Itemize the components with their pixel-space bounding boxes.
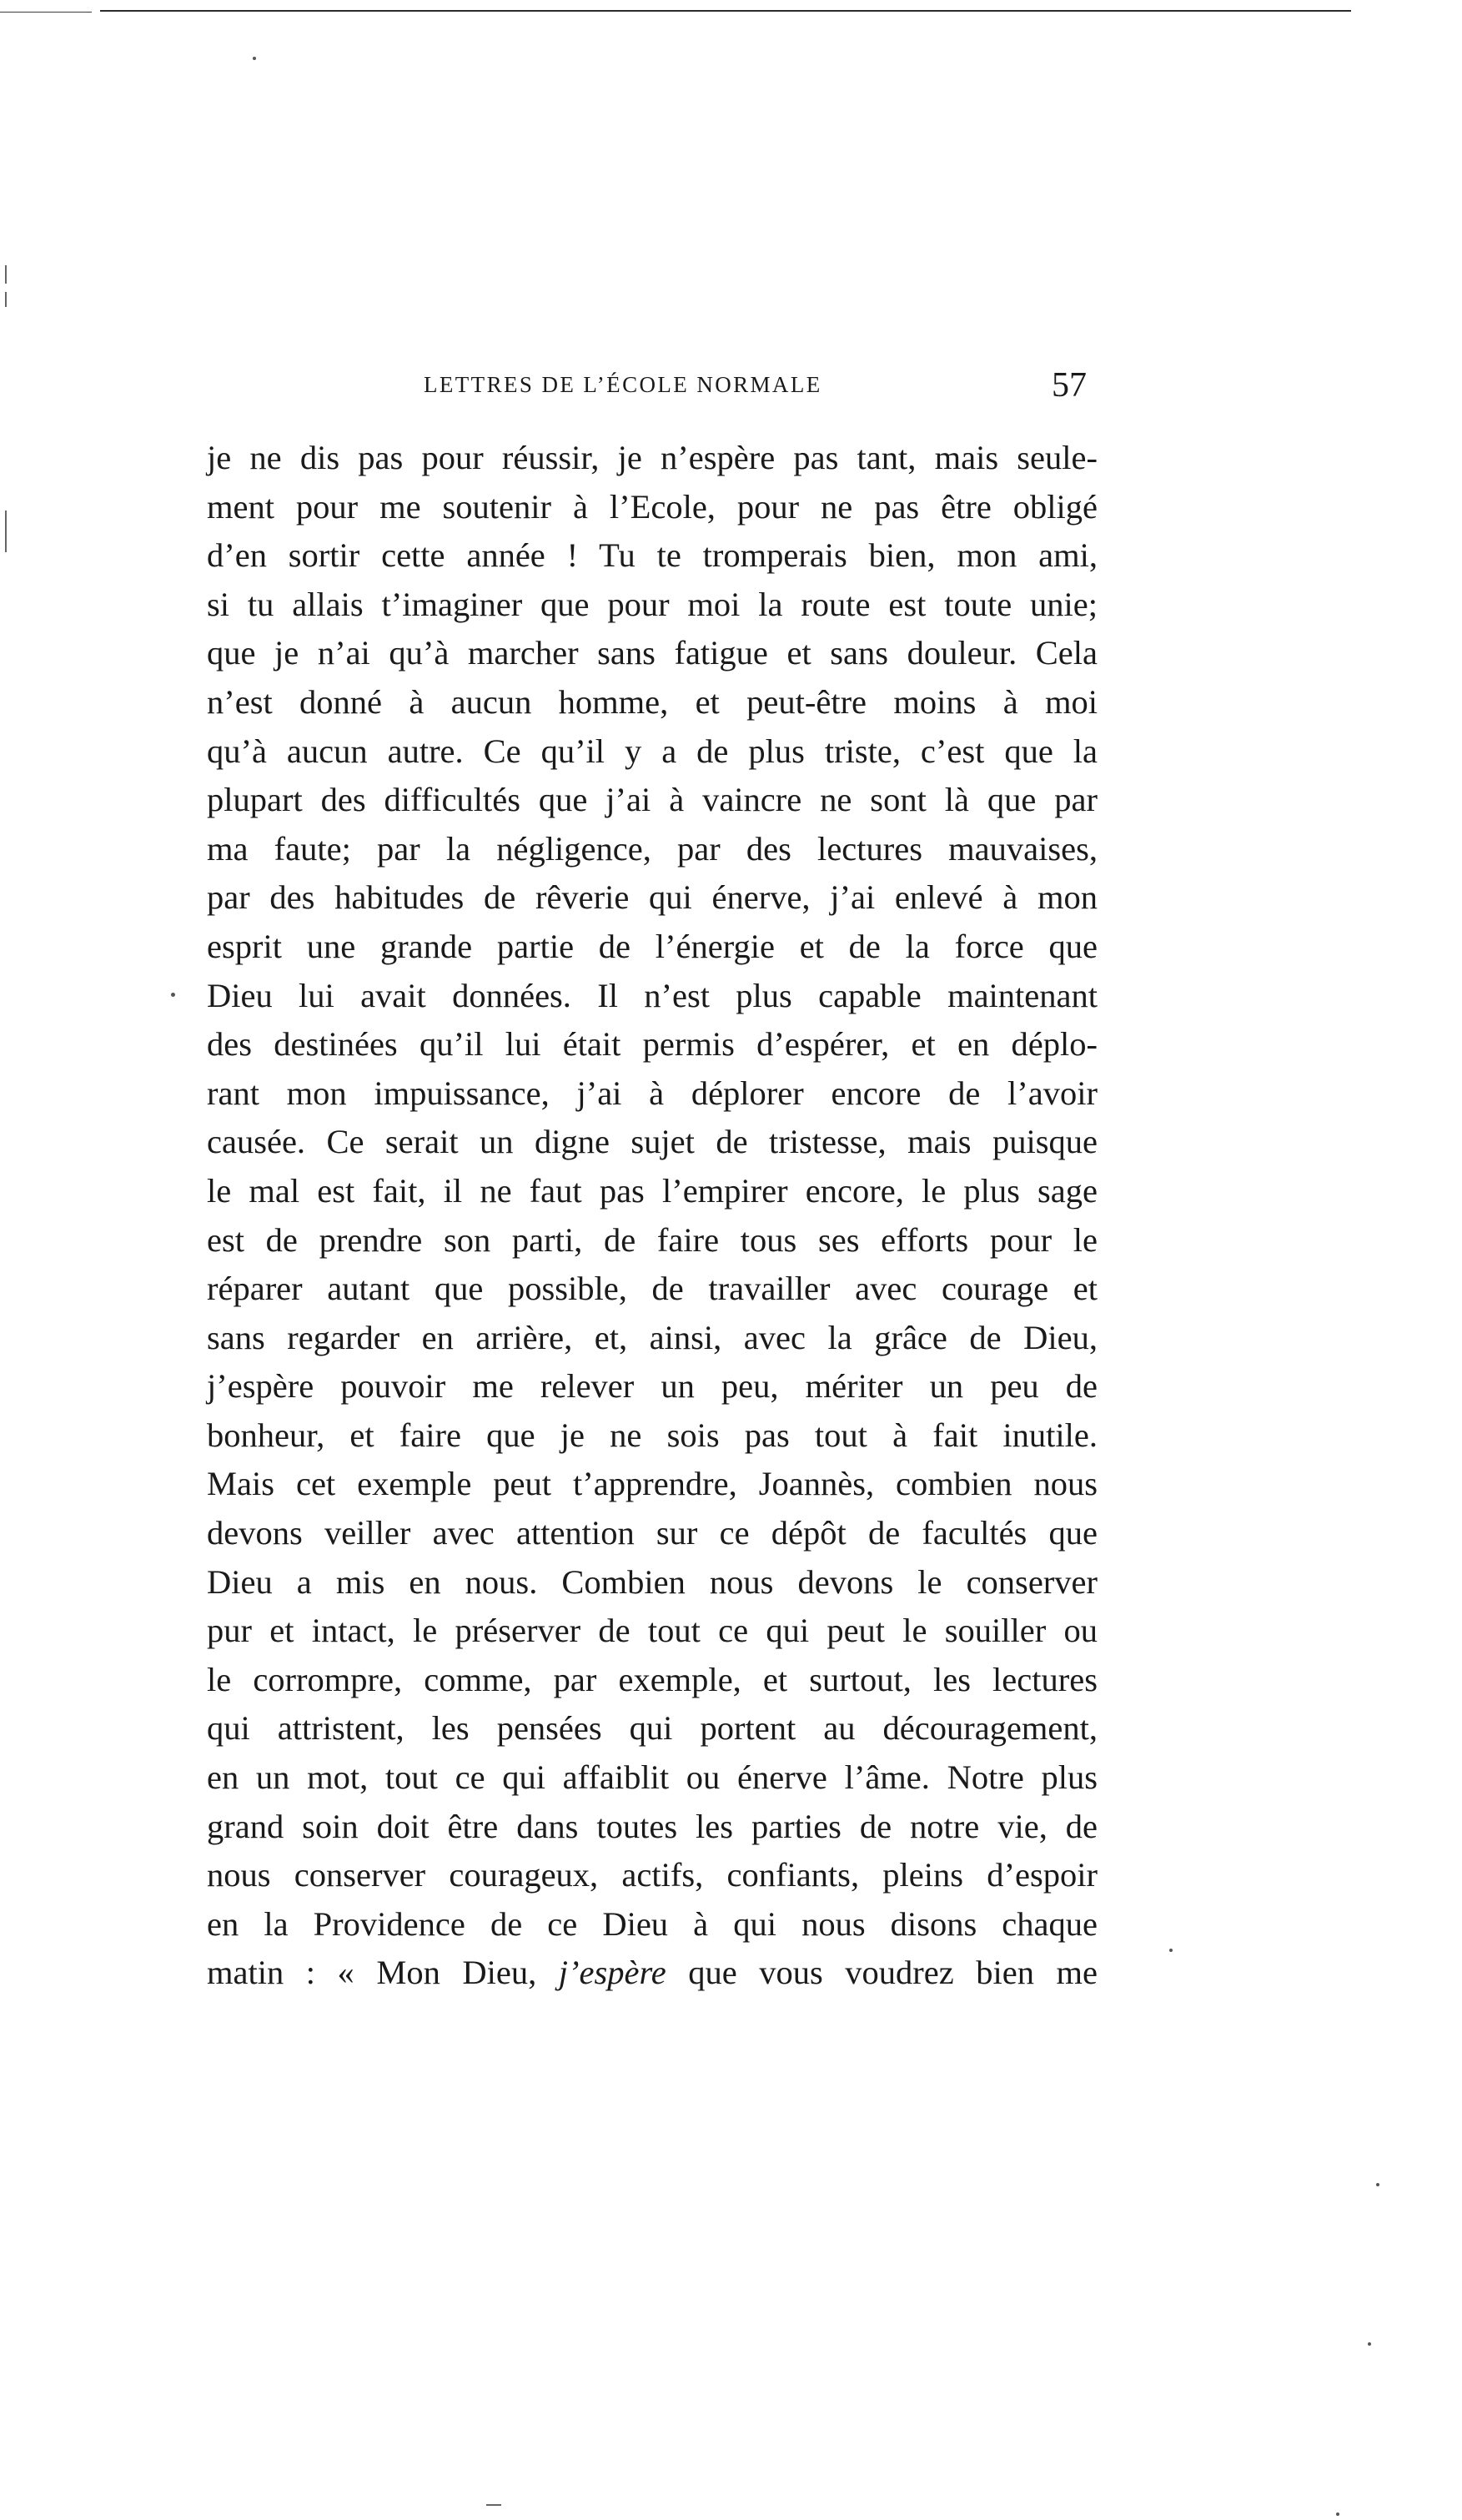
text-line: nous conserver courageux, actifs, confiants, pleins d’espoir [207,1856,1098,1894]
text-line: d’en sortir cette année ! Tu te tromperais bien, mon ami, [207,536,1098,575]
page-header [207,365,1087,415]
text-line: ma faute; par la négligence, par des lectures mauvaises, [207,829,1098,868]
text-line: sans regarder en arrière, et, ainsi, avec la grâce de Dieu, [207,1318,1098,1356]
text-line: rant mon impuissance, j’ai à déplorer encore de l’avoir [207,1074,1098,1112]
last-line-after: que vous voudrez bien me [666,1954,1098,1992]
text-line: esprit une grande partie de l’énergie et de la force que [207,927,1098,965]
italic-word: j’espère [558,1954,666,1992]
margin-mark [5,292,7,307]
paper-speck [1376,2183,1379,2186]
text-line: plupart des difficultés que j’ai à vaincre ne sont là que par [207,781,1098,819]
paper-mark [486,2504,501,2506]
paper-speck [171,993,175,997]
text-line: grand soin doit être dans toutes les parties de notre vie, de [207,1807,1098,1845]
text-line: en un mot, tout ce qui affaiblit ou énerve l’âme. Notre plus [207,1758,1098,1797]
paper-speck [1169,1949,1173,1952]
text-line: Dieu lui avait données. Il n’est plus capable maintenant [207,976,1098,1014]
text-line: causée. Ce serait un digne sujet de tristesse, mais puisque [207,1123,1098,1161]
text-line: le corrompre, comme, par exemple, et surtout, les lectures [207,1660,1098,1698]
paper-speck [253,57,256,60]
margin-mark [5,265,7,284]
text-line: qui attristent, les pensées qui portent au découragement, [207,1709,1098,1748]
text-line: j’espère pouvoir me relever un peu, mériter un peu de [207,1367,1098,1406]
running-head: LETTRES DE L’ÉCOLE NORMALE [424,372,822,397]
text-line: pur et intact, le préserver de tout ce qui peut le souiller ou [207,1612,1098,1650]
text-line: si tu allais t’imaginer que pour moi la route est toute unie; [207,585,1098,623]
text-line: bonheur, et faire que je ne sois pas tout à fait inutile. [207,1416,1098,1454]
text-line-last [207,1949,1098,1998]
body-text [207,434,1098,1998]
paper-speck [1368,2342,1371,2346]
margin-mark [5,511,7,552]
text-line: Mais cet exemple peut t’apprendre, Joannès, combien nous [207,1465,1098,1503]
text-line: qu’à aucun autre. Ce qu’il y a de plus triste, c’est que la [207,732,1098,770]
text-line: réparer autant que possible, de travailler avec courage et [207,1270,1098,1308]
text-line: est de prendre son parti, de faire tous ses efforts pour le [207,1220,1098,1259]
paper-speck [1336,2512,1339,2516]
text-line: que je n’ai qu’à marcher sans fatigue et sans douleur. Cela [207,634,1098,672]
text-line: Dieu a mis en nous. Combien nous devons le conserver [207,1562,1098,1601]
page-number: 57 [1052,366,1087,405]
text-line: ment pour me soutenir à l’Ecole, pour ne pas être obligé [207,487,1098,526]
top-edge-rule-left [0,12,92,13]
text-line: par des habitudes de rêverie qui énerve, j’ai enlevé à mon [207,878,1098,917]
last-line-before: matin : « Mon Dieu, [207,1954,559,1992]
text-line: le mal est fait, il ne faut pas l’empirer encore, le plus sage [207,1171,1098,1210]
text-line: des destinées qu’il lui était permis d’espérer, et en déplo- [207,1025,1098,1064]
text-line: devons veiller avec attention sur ce dépôt de facultés que [207,1514,1098,1552]
text-line: n’est donné à aucun homme, et peut-être moins à moi [207,682,1098,721]
text-line: je ne dis pas pour réussir, je n’espère pas tant, mais seule- [207,439,1098,476]
text-line: en la Providence de ce Dieu à qui nous disons chaque [207,1904,1098,1943]
top-edge-rule [100,10,1351,12]
